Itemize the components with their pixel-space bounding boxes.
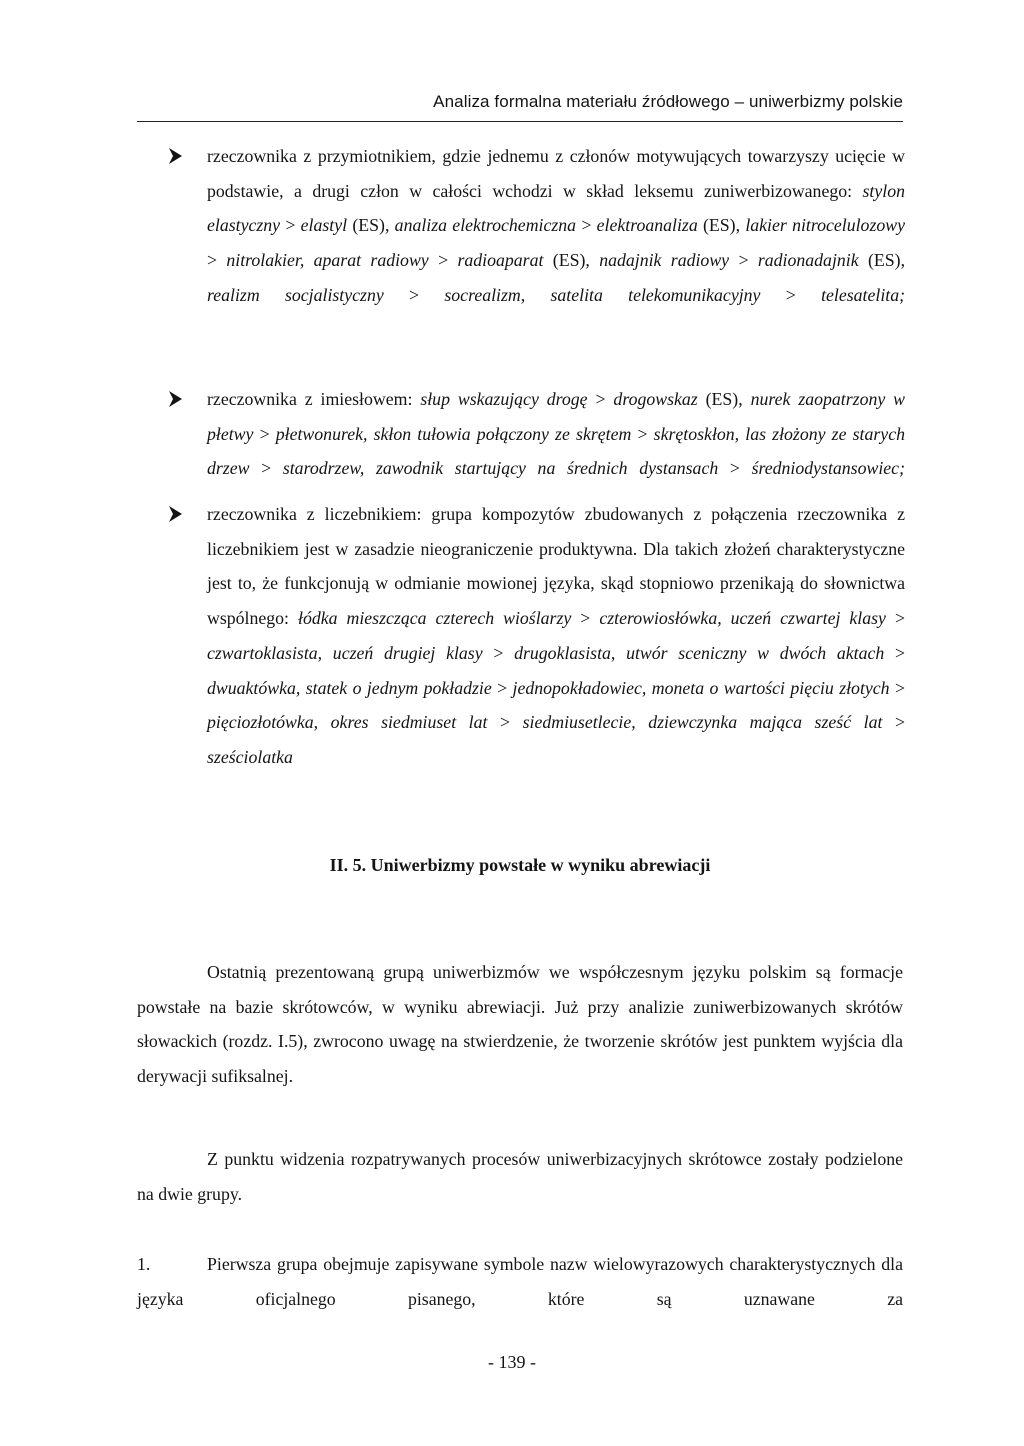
arrowhead-bullet-icon <box>166 382 188 416</box>
example-term: czwartoklasista, uczeń drugiej klasy <box>207 642 483 663</box>
text-run: > <box>280 215 301 236</box>
paragraph-abbreviation-intro <box>137 955 903 1094</box>
example-term: drogowskaz <box>613 389 698 409</box>
example-term: radionadajnik <box>757 250 859 271</box>
bullet-text <box>207 497 905 775</box>
text-run: > <box>482 642 515 663</box>
text-run: (ES), <box>347 215 395 236</box>
text-run: > <box>571 608 600 629</box>
example-term: stylon elastyczny <box>207 180 905 236</box>
text-run: > <box>882 712 905 733</box>
bullet-text <box>207 382 905 486</box>
example-term: nitrolakier, aparat radiowy <box>226 250 429 271</box>
paragraph-text: Z punktu widzenia rozpatrywanych procesów uniwerbizacyjnych skrótowce zostały podzielone na dwie grupy. <box>137 1149 903 1204</box>
text-run: > <box>884 642 905 663</box>
text-run: > <box>428 250 458 271</box>
text-run: > <box>576 215 597 236</box>
example-term: elektroanaliza <box>596 215 698 236</box>
text-run: (ES), <box>697 389 751 409</box>
page-number: - 139 - <box>488 1352 536 1372</box>
example-term: siedmiusetlecie, dziewczynka mająca sześć lat <box>522 712 883 733</box>
text-run: > <box>249 458 283 479</box>
paragraph-text: Ostatnią prezentowaną grupą uniwerbizmów we współczesnym języku polskim są formacje powstałe na bazie skrótowców, w wyniku abrewiacji. Już przy analizie zuniwerbizowanych skrótów słowackich (rozdz. I.5), zwrocono uwagę na stwierdzenie, że tworzenie skrótów jest punktem wyjścia dla derywacji sufiksalnej. <box>137 962 903 1087</box>
item-text: Pierwsza grupa obejmuje zapisywane symbole nazw wielowyrazowych charakterystycznych dla języka oficjalnego pisanego, które są uznawane za <box>137 1254 903 1309</box>
text-run: (ES), <box>858 250 906 271</box>
bullet-item-adjective <box>207 139 905 313</box>
item-number: 1. <box>137 1254 151 1274</box>
arrowhead-bullet-icon <box>166 139 188 173</box>
example-term: nurek zaopatrzony w płetwy <box>207 389 906 444</box>
arrowhead-bullet-icon <box>166 497 188 531</box>
numbered-item <box>137 1247 903 1316</box>
example-term: płetwonurek, skłon tułowia połączony ze skrętem <box>275 423 632 444</box>
example-term: elastyl <box>300 215 348 236</box>
example-term: średniodystansowiec; <box>751 458 905 479</box>
text-run: > <box>587 389 614 409</box>
bullet-item-numeral <box>207 497 905 775</box>
example-term: czterowiosłówka, uczeń czwartej klasy <box>599 608 886 629</box>
example-term: słup wskazujący drogę <box>420 389 588 409</box>
text-run: rzeczownika z imiesłowem: <box>207 389 421 409</box>
bullet-item-participle <box>207 382 905 486</box>
example-term: analiza elektrochemiczna <box>394 215 577 236</box>
paragraph-two-groups <box>137 1142 903 1211</box>
text-run: > <box>729 250 758 271</box>
example-term: radioaparat <box>457 250 544 271</box>
text-run: rzeczownika z przymiotnikiem, gdzie jednemu z członów motywujących towarzyszy ucięcie w podstawie, a drugi człon w całości wchodzi w skład leksemu zuniwerbizowanego: <box>207 146 905 201</box>
example-term: nadajnik radiowy <box>599 250 730 271</box>
example-term: socrealizm, satelita telekomunikacyjny <box>444 284 761 305</box>
text-run: > <box>253 423 276 444</box>
example-term: drugoklasista, utwór sceniczny w dwóch aktach <box>514 642 885 663</box>
example-term: sześciolatka <box>207 746 293 767</box>
bullet-text <box>207 139 905 313</box>
text-run: > <box>885 608 905 629</box>
example-term: starodrzew, zawodnik startujący na średnich dystansach <box>282 458 719 479</box>
text-run: > <box>889 677 905 698</box>
text-run: (ES), <box>697 215 746 236</box>
example-term: realizm socjalistyczny <box>207 284 384 305</box>
example-term: dwuaktówka, statek o jednym pokładzie <box>207 677 492 698</box>
example-term: lakier nitrocelulozowy <box>745 215 906 236</box>
header-rule <box>137 121 903 122</box>
example-term: jednopokładowiec, moneta o wartości pięciu złotych <box>512 677 890 698</box>
text-run: rzeczownika z liczebnikiem: grupa kompozytów zbudowanych z połączenia rzeczownika z liczebnikiem jest w zasadzie nieograniczenie produktywna. Dla takich złożeń charakterystyczne jest to, że funkcjonują w odmianie mowionej języka, skąd stopniowo przenikają do słownictwa wspólnego: <box>207 504 905 629</box>
text-run: > <box>491 677 513 698</box>
example-term: pięciozłotówka, okres siedmiuset lat <box>207 712 488 733</box>
running-header: Analiza formalna materiału źródłowego – uniwerbizmy polskie <box>433 92 903 111</box>
text-run: > <box>760 284 822 305</box>
text-run: > <box>383 284 445 305</box>
text-run: > <box>631 423 654 444</box>
text-run: > <box>207 250 227 271</box>
example-term: skrętoskłon, las złożony ze starych drzew <box>207 423 905 479</box>
example-term: telesatelita; <box>821 284 906 305</box>
example-term: łódka mieszcząca czterech wioślarzy <box>298 608 572 629</box>
text-run: > <box>718 458 752 479</box>
text-run: > <box>487 712 523 733</box>
text-run: (ES), <box>543 250 600 271</box>
section-heading: II. 5. Uniwerbizmy powstałe w wyniku abrewiacji <box>329 855 711 875</box>
